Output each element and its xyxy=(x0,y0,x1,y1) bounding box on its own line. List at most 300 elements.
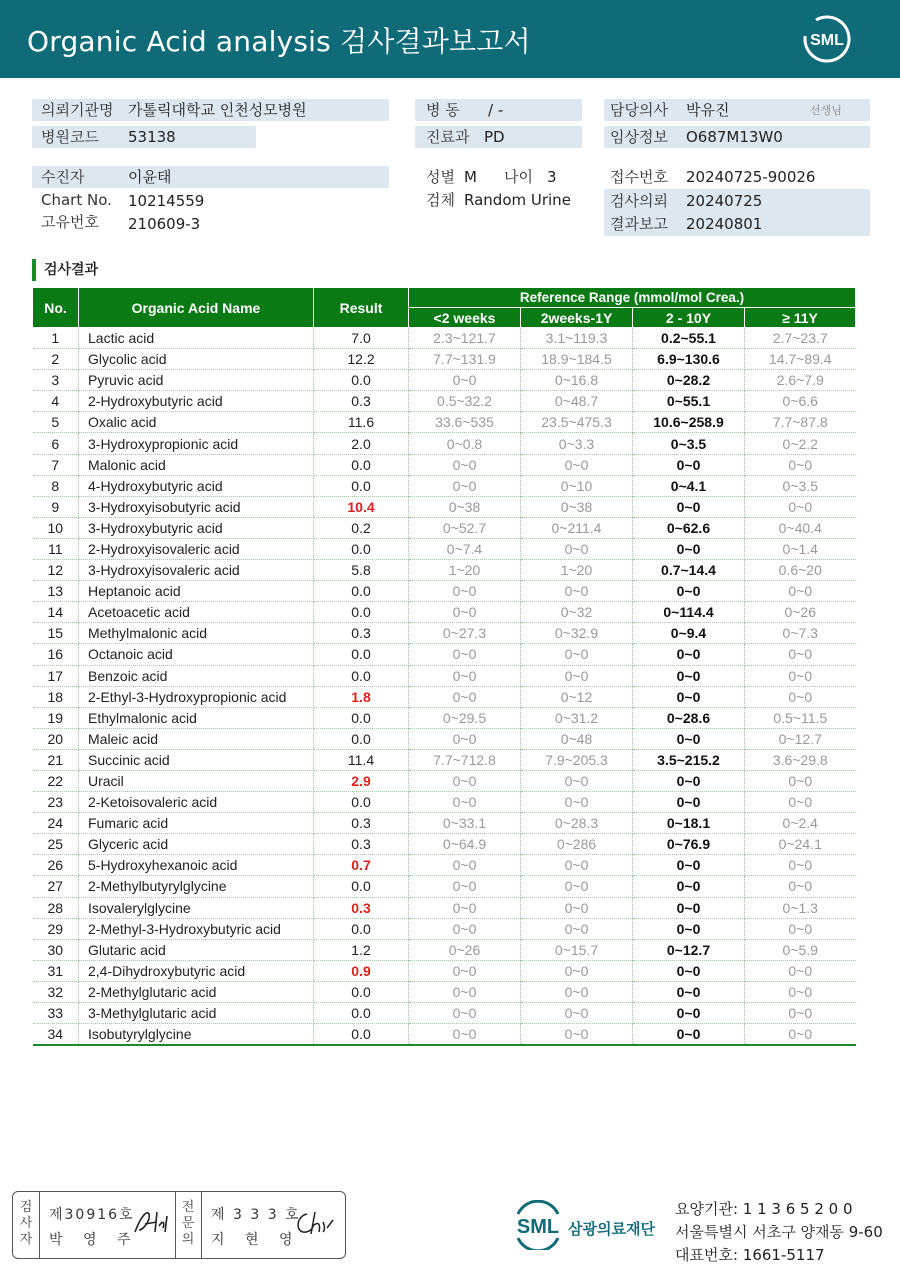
range-11-years-plus: 0~0 xyxy=(745,981,856,1002)
range-under-2-weeks: 0~26 xyxy=(409,939,521,960)
range-under-2-weeks: 0~0 xyxy=(409,1003,521,1024)
result-value: 0.0 xyxy=(314,981,409,1002)
sex-label: 성별 xyxy=(426,168,455,186)
table-row xyxy=(33,602,856,623)
row-number: 5 xyxy=(33,412,79,433)
result-value: 0.7 xyxy=(314,855,409,876)
acid-name: Glycolic acid xyxy=(79,349,314,370)
row-number: 13 xyxy=(33,581,79,602)
range-11-years-plus: 0~0 xyxy=(745,770,856,791)
specialist-license: 제 3 3 3 호 xyxy=(211,1207,301,1223)
header-result: Result xyxy=(314,288,409,328)
row-number: 10 xyxy=(33,517,79,538)
examiner-signature-icon xyxy=(131,1206,173,1238)
table-row xyxy=(33,981,856,1002)
range-2-10-years: 0~0 xyxy=(633,686,745,707)
range-under-2-weeks: 0~0 xyxy=(409,728,521,749)
range-under-2-weeks: 0~0 xyxy=(409,602,521,623)
range-under-2-weeks: 0~29.5 xyxy=(409,707,521,728)
range-11-years-plus: 0~1.4 xyxy=(745,538,856,559)
table-row xyxy=(33,834,856,855)
result-value: 2.0 xyxy=(314,433,409,454)
range-2-weeks-1-year: 7.9~205.3 xyxy=(521,749,633,770)
row-number: 28 xyxy=(33,897,79,918)
row-number: 1 xyxy=(33,328,79,349)
range-2-10-years: 0~0 xyxy=(633,897,745,918)
result-value: 11.4 xyxy=(314,749,409,770)
unique-id-label: 고유번호 xyxy=(41,213,99,231)
row-number: 4 xyxy=(33,391,79,412)
range-under-2-weeks: 0~0 xyxy=(409,475,521,496)
table-row xyxy=(33,665,856,686)
acid-name: 4-Hydroxybutyric acid xyxy=(79,475,314,496)
examiner-vertical-label: 검 사 자 xyxy=(19,1200,33,1247)
acid-name: 2-Hydroxyisovaleric acid xyxy=(79,538,314,559)
range-2-weeks-1-year: 0~211.4 xyxy=(521,517,633,538)
range-2-weeks-1-year: 0~0 xyxy=(521,644,633,665)
doctor-value: 박유진 xyxy=(686,101,730,119)
acid-name: Heptanoic acid xyxy=(79,581,314,602)
table-row xyxy=(33,707,856,728)
acid-name: Fumaric acid xyxy=(79,813,314,834)
range-11-years-plus: 0~0 xyxy=(745,876,856,897)
section-title: 검사결과 xyxy=(32,259,98,281)
range-2-weeks-1-year: 18.9~184.5 xyxy=(521,349,633,370)
row-number: 31 xyxy=(33,960,79,981)
range-2-10-years: 0.2~55.1 xyxy=(633,328,745,349)
report-date-label: 결과보고 xyxy=(610,215,668,233)
range-11-years-plus: 0~40.4 xyxy=(745,517,856,538)
result-value: 0.0 xyxy=(314,644,409,665)
header-range-1: <2 weeks xyxy=(409,308,521,328)
result-value: 10.4 xyxy=(314,496,409,517)
sex-value: M xyxy=(464,168,477,186)
table-row xyxy=(33,370,856,391)
table-row xyxy=(33,728,856,749)
row-number: 6 xyxy=(33,433,79,454)
range-2-10-years: 0~12.7 xyxy=(633,939,745,960)
hospital-code-label: 병원코드 xyxy=(41,128,99,146)
range-2-weeks-1-year: 0~0 xyxy=(521,792,633,813)
table-row xyxy=(33,560,856,581)
specialist-name: 지 현 영 xyxy=(211,1232,301,1248)
acid-name: Lactic acid xyxy=(79,328,314,349)
receipt-value: 20240725-90026 xyxy=(686,168,816,186)
range-2-weeks-1-year: 0~0 xyxy=(521,454,633,475)
acid-name: Acetoacetic acid xyxy=(79,602,314,623)
age-value: 3 xyxy=(547,168,557,186)
range-11-years-plus: 0~12.7 xyxy=(745,728,856,749)
range-under-2-weeks: 0~0 xyxy=(409,370,521,391)
range-11-years-plus: 0~0 xyxy=(745,855,856,876)
range-2-10-years: 0~55.1 xyxy=(633,391,745,412)
ward-value: / - xyxy=(488,101,504,119)
range-under-2-weeks: 0~0 xyxy=(409,855,521,876)
range-11-years-plus: 2.6~7.9 xyxy=(745,370,856,391)
range-11-years-plus: 0~1.3 xyxy=(745,897,856,918)
range-11-years-plus: 0~0 xyxy=(745,960,856,981)
row-number: 16 xyxy=(33,644,79,665)
range-2-10-years: 0~0 xyxy=(633,960,745,981)
row-number: 25 xyxy=(33,834,79,855)
acid-name: Malonic acid xyxy=(79,454,314,475)
range-2-weeks-1-year: 0~10 xyxy=(521,475,633,496)
acid-name: 2-Methylbutyrylglycine xyxy=(79,876,314,897)
range-2-weeks-1-year: 0~0 xyxy=(521,855,633,876)
result-value: 0.0 xyxy=(314,1003,409,1024)
row-number: 24 xyxy=(33,813,79,834)
range-11-years-plus: 0~3.5 xyxy=(745,475,856,496)
range-under-2-weeks: 0~0 xyxy=(409,770,521,791)
acid-name: Succinic acid xyxy=(79,749,314,770)
range-2-weeks-1-year: 0~0 xyxy=(521,981,633,1002)
table-row xyxy=(33,855,856,876)
acid-name: 3-Hydroxyisobutyric acid xyxy=(79,496,314,517)
range-2-weeks-1-year: 0~0 xyxy=(521,876,633,897)
request-date-label: 검사의뢰 xyxy=(610,192,668,210)
acid-name: Isobutyrylglycine xyxy=(79,1024,314,1046)
row-number: 8 xyxy=(33,475,79,496)
department-label: 진료과 xyxy=(426,128,470,146)
row-number: 7 xyxy=(33,454,79,475)
range-under-2-weeks: 1~20 xyxy=(409,560,521,581)
range-2-10-years: 0~0 xyxy=(633,855,745,876)
acid-name: Pyruvic acid xyxy=(79,370,314,391)
row-number: 19 xyxy=(33,707,79,728)
range-11-years-plus: 0~0 xyxy=(745,1024,856,1046)
acid-name: Octanoic acid xyxy=(79,644,314,665)
range-2-10-years: 0~0 xyxy=(633,1024,745,1046)
age-label: 나이 xyxy=(504,168,533,186)
range-under-2-weeks: 2.3~121.7 xyxy=(409,328,521,349)
row-number: 33 xyxy=(33,1003,79,1024)
range-under-2-weeks: 7.7~131.9 xyxy=(409,349,521,370)
range-2-10-years: 0~0 xyxy=(633,1003,745,1024)
range-2-weeks-1-year: 0~0 xyxy=(521,1003,633,1024)
range-2-weeks-1-year: 3.1~119.3 xyxy=(521,328,633,349)
specialist-vertical-label: 전 문 의 xyxy=(181,1200,195,1247)
table-row xyxy=(33,517,856,538)
acid-name: Benzoic acid xyxy=(79,665,314,686)
unique-id-value: 210609-3 xyxy=(128,215,201,233)
result-value: 0.0 xyxy=(314,918,409,939)
table-row xyxy=(33,1003,856,1024)
range-under-2-weeks: 0~0 xyxy=(409,454,521,475)
institution-value: 가톨릭대학교 인천성모병원 xyxy=(128,101,307,119)
table-row xyxy=(33,918,856,939)
range-under-2-weeks: 33.6~535 xyxy=(409,412,521,433)
table-row xyxy=(33,960,856,981)
acid-name: 3-Methylglutaric acid xyxy=(79,1003,314,1024)
result-value: 1.8 xyxy=(314,686,409,707)
range-2-10-years: 0~0 xyxy=(633,918,745,939)
table-row xyxy=(33,813,856,834)
result-value: 0.0 xyxy=(314,454,409,475)
table-row xyxy=(33,496,856,517)
result-value: 11.6 xyxy=(314,412,409,433)
range-11-years-plus: 0.5~11.5 xyxy=(745,707,856,728)
row-number: 2 xyxy=(33,349,79,370)
row-number: 11 xyxy=(33,538,79,559)
range-2-weeks-1-year: 0~12 xyxy=(521,686,633,707)
range-11-years-plus: 0~24.1 xyxy=(745,834,856,855)
table-row xyxy=(33,623,856,644)
range-11-years-plus: 0~0 xyxy=(745,496,856,517)
range-2-weeks-1-year: 0~32 xyxy=(521,602,633,623)
result-value: 0.0 xyxy=(314,792,409,813)
table-row xyxy=(33,538,856,559)
table-row xyxy=(33,770,856,791)
specialist-signature-icon xyxy=(293,1208,337,1238)
range-under-2-weeks: 0~0 xyxy=(409,644,521,665)
range-under-2-weeks: 0~52.7 xyxy=(409,517,521,538)
range-11-years-plus: 7.7~87.8 xyxy=(745,412,856,433)
acid-name: 2,4-Dihydroxybutyric acid xyxy=(79,960,314,981)
acid-name: Isovalerylglycine xyxy=(79,897,314,918)
table-row xyxy=(33,939,856,960)
range-2-10-years: 0~9.4 xyxy=(633,623,745,644)
department-value: PD xyxy=(484,128,505,146)
range-2-10-years: 0~76.9 xyxy=(633,834,745,855)
result-value: 0.9 xyxy=(314,960,409,981)
range-11-years-plus: 14.7~89.4 xyxy=(745,349,856,370)
footer-phone: 대표번호: 1661-5117 xyxy=(675,1246,825,1264)
range-11-years-plus: 0~0 xyxy=(745,792,856,813)
row-number: 34 xyxy=(33,1024,79,1046)
result-value: 7.0 xyxy=(314,328,409,349)
report-title: Organic Acid analysis 검사결과보고서 xyxy=(27,25,531,58)
range-11-years-plus: 0~7.3 xyxy=(745,623,856,644)
range-2-10-years: 10.6~258.9 xyxy=(633,412,745,433)
result-value: 0.0 xyxy=(314,876,409,897)
logo-text: SML xyxy=(810,32,844,49)
result-value: 0.3 xyxy=(314,834,409,855)
range-under-2-weeks: 0~0 xyxy=(409,876,521,897)
acid-name: Glutaric acid xyxy=(79,939,314,960)
range-under-2-weeks: 0~0 xyxy=(409,897,521,918)
acid-name: 2-Hydroxybutyric acid xyxy=(79,391,314,412)
result-value: 0.0 xyxy=(314,728,409,749)
range-2-weeks-1-year: 0~0 xyxy=(521,538,633,559)
row-number: 32 xyxy=(33,981,79,1002)
range-2-weeks-1-year: 0~0 xyxy=(521,665,633,686)
table-row xyxy=(33,749,856,770)
specimen-value: Random Urine xyxy=(464,191,571,209)
table-row xyxy=(33,412,856,433)
range-2-weeks-1-year: 0~31.2 xyxy=(521,707,633,728)
row-number: 27 xyxy=(33,876,79,897)
range-2-weeks-1-year: 0~286 xyxy=(521,834,633,855)
hospital-code-value: 53138 xyxy=(128,128,176,146)
table-row xyxy=(33,876,856,897)
report-header xyxy=(0,0,900,78)
range-2-10-years: 0~0 xyxy=(633,454,745,475)
table-row xyxy=(33,433,856,454)
acid-name: 5-Hydroxyhexanoic acid xyxy=(79,855,314,876)
range-11-years-plus: 0~2.2 xyxy=(745,433,856,454)
range-2-weeks-1-year: 0~38 xyxy=(521,496,633,517)
range-2-weeks-1-year: 0~48 xyxy=(521,728,633,749)
range-2-10-years: 0~0 xyxy=(633,770,745,791)
acid-name: 2-Methyl-3-Hydroxybutyric acid xyxy=(79,918,314,939)
range-2-10-years: 0~0 xyxy=(633,581,745,602)
result-value: 0.3 xyxy=(314,391,409,412)
acid-name: Ethylmalonic acid xyxy=(79,707,314,728)
row-number: 9 xyxy=(33,496,79,517)
footer-logo xyxy=(510,1200,655,1254)
receipt-label: 접수번호 xyxy=(610,168,668,186)
acid-name: Uracil xyxy=(79,770,314,791)
range-2-10-years: 0.7~14.4 xyxy=(633,560,745,581)
row-number: 30 xyxy=(33,939,79,960)
doctor-label: 담당의사 xyxy=(610,101,668,119)
range-11-years-plus: 0~0 xyxy=(745,644,856,665)
clinical-info-value: O687M13W0 xyxy=(686,128,783,146)
row-number: 17 xyxy=(33,665,79,686)
row-number: 26 xyxy=(33,855,79,876)
result-value: 0.0 xyxy=(314,665,409,686)
range-under-2-weeks: 0~38 xyxy=(409,496,521,517)
results-table xyxy=(32,287,856,1046)
result-value: 0.0 xyxy=(314,1024,409,1046)
footer-care-code: 요양기관: 1 1 3 6 5 2 0 0 xyxy=(675,1200,853,1218)
acid-name: 2-Ethyl-3-Hydroxypropionic acid xyxy=(79,686,314,707)
range-2-weeks-1-year: 0~0 xyxy=(521,581,633,602)
acid-name: Oxalic acid xyxy=(79,412,314,433)
result-value: 0.3 xyxy=(314,813,409,834)
range-under-2-weeks: 0~64.9 xyxy=(409,834,521,855)
range-2-10-years: 0~0 xyxy=(633,644,745,665)
range-under-2-weeks: 0~0 xyxy=(409,792,521,813)
acid-name: 3-Hydroxyisovaleric acid xyxy=(79,560,314,581)
row-number: 29 xyxy=(33,918,79,939)
range-2-10-years: 0~4.1 xyxy=(633,475,745,496)
range-11-years-plus: 0~0 xyxy=(745,665,856,686)
footer-sml-logo-icon xyxy=(510,1200,566,1250)
result-value: 12.2 xyxy=(314,349,409,370)
range-under-2-weeks: 0~0 xyxy=(409,665,521,686)
range-2-weeks-1-year: 1~20 xyxy=(521,560,633,581)
range-2-10-years: 0~0 xyxy=(633,665,745,686)
acid-name: 2-Methylglutaric acid xyxy=(79,981,314,1002)
result-value: 2.9 xyxy=(314,770,409,791)
range-2-weeks-1-year: 0~0 xyxy=(521,770,633,791)
range-11-years-plus: 0~0 xyxy=(745,1003,856,1024)
table-row xyxy=(33,349,856,370)
range-2-10-years: 0~0 xyxy=(633,981,745,1002)
table-row xyxy=(33,1024,856,1046)
footer-address: 서울특별시 서초구 양재동 9-60 xyxy=(675,1223,883,1241)
range-under-2-weeks: 0~0 xyxy=(409,1024,521,1046)
range-2-10-years: 0~28.6 xyxy=(633,707,745,728)
header-name: Organic Acid Name xyxy=(79,288,314,328)
range-2-weeks-1-year: 0~0 xyxy=(521,897,633,918)
range-2-weeks-1-year: 0~16.8 xyxy=(521,370,633,391)
specimen-label: 검체 xyxy=(426,191,455,209)
range-11-years-plus: 0~0 xyxy=(745,581,856,602)
ward-label: 병 동 xyxy=(426,101,460,119)
acid-name: 3-Hydroxybutyric acid xyxy=(79,517,314,538)
result-value: 0.0 xyxy=(314,707,409,728)
range-2-10-years: 0~18.1 xyxy=(633,813,745,834)
range-under-2-weeks: 0~0 xyxy=(409,581,521,602)
row-number: 18 xyxy=(33,686,79,707)
patient-value: 이윤태 xyxy=(128,168,172,186)
result-value: 0.3 xyxy=(314,897,409,918)
acid-name: Methylmalonic acid xyxy=(79,623,314,644)
range-under-2-weeks: 0~0 xyxy=(409,686,521,707)
range-2-weeks-1-year: 0~0 xyxy=(521,960,633,981)
range-under-2-weeks: 0~0 xyxy=(409,981,521,1002)
examiner-name: 박 영 주 xyxy=(49,1232,139,1248)
range-2-10-years: 0~0 xyxy=(633,728,745,749)
table-row xyxy=(33,454,856,475)
range-2-10-years: 0~3.5 xyxy=(633,433,745,454)
request-date-value: 20240725 xyxy=(686,192,763,210)
result-value: 5.8 xyxy=(314,560,409,581)
range-11-years-plus: 2.7~23.7 xyxy=(745,328,856,349)
range-11-years-plus: 0~26 xyxy=(745,602,856,623)
result-value: 0.0 xyxy=(314,475,409,496)
row-number: 3 xyxy=(33,370,79,391)
table-row xyxy=(33,581,856,602)
sml-logo-icon xyxy=(802,14,852,64)
patient-label: 수진자 xyxy=(41,168,85,186)
range-2-10-years: 0~28.2 xyxy=(633,370,745,391)
result-value: 1.2 xyxy=(314,939,409,960)
result-value: 0.3 xyxy=(314,623,409,644)
header-range-3: 2 - 10Y xyxy=(633,308,745,328)
table-row xyxy=(33,686,856,707)
acid-name: Maleic acid xyxy=(79,728,314,749)
range-under-2-weeks: 0~7.4 xyxy=(409,538,521,559)
clinical-info-label: 임상정보 xyxy=(610,128,668,146)
range-under-2-weeks: 7.7~712.8 xyxy=(409,749,521,770)
table-row xyxy=(33,475,856,496)
range-2-10-years: 0~114.4 xyxy=(633,602,745,623)
header-range-4: ≥ 11Y xyxy=(745,308,856,328)
range-11-years-plus: 0~0 xyxy=(745,454,856,475)
range-11-years-plus: 0~0 xyxy=(745,686,856,707)
range-2-10-years: 0~0 xyxy=(633,876,745,897)
range-2-weeks-1-year: 23.5~475.3 xyxy=(521,412,633,433)
range-11-years-plus: 0~0 xyxy=(745,918,856,939)
footer-logo-text: SML xyxy=(516,1216,560,1238)
range-2-weeks-1-year: 0~28.3 xyxy=(521,813,633,834)
range-under-2-weeks: 0~0.8 xyxy=(409,433,521,454)
table-row xyxy=(33,644,856,665)
row-number: 14 xyxy=(33,602,79,623)
range-2-10-years: 0~0 xyxy=(633,496,745,517)
footer-org-name: 삼광의료재단 xyxy=(568,1220,655,1238)
range-under-2-weeks: 0~0 xyxy=(409,960,521,981)
report-date-value: 20240801 xyxy=(686,215,763,233)
range-11-years-plus: 0~6.6 xyxy=(745,391,856,412)
range-2-weeks-1-year: 0~15.7 xyxy=(521,939,633,960)
doctor-suffix: 선생님 xyxy=(810,104,842,117)
range-2-10-years: 0~0 xyxy=(633,538,745,559)
row-number: 23 xyxy=(33,792,79,813)
acid-name: 2-Ketoisovaleric acid xyxy=(79,792,314,813)
range-11-years-plus: 0.6~20 xyxy=(745,560,856,581)
range-2-weeks-1-year: 0~3.3 xyxy=(521,433,633,454)
result-value: 0.0 xyxy=(314,538,409,559)
row-number: 12 xyxy=(33,560,79,581)
examiner-license: 제30916호 xyxy=(49,1207,135,1223)
table-row xyxy=(33,391,856,412)
range-under-2-weeks: 0~0 xyxy=(409,918,521,939)
row-number: 15 xyxy=(33,623,79,644)
